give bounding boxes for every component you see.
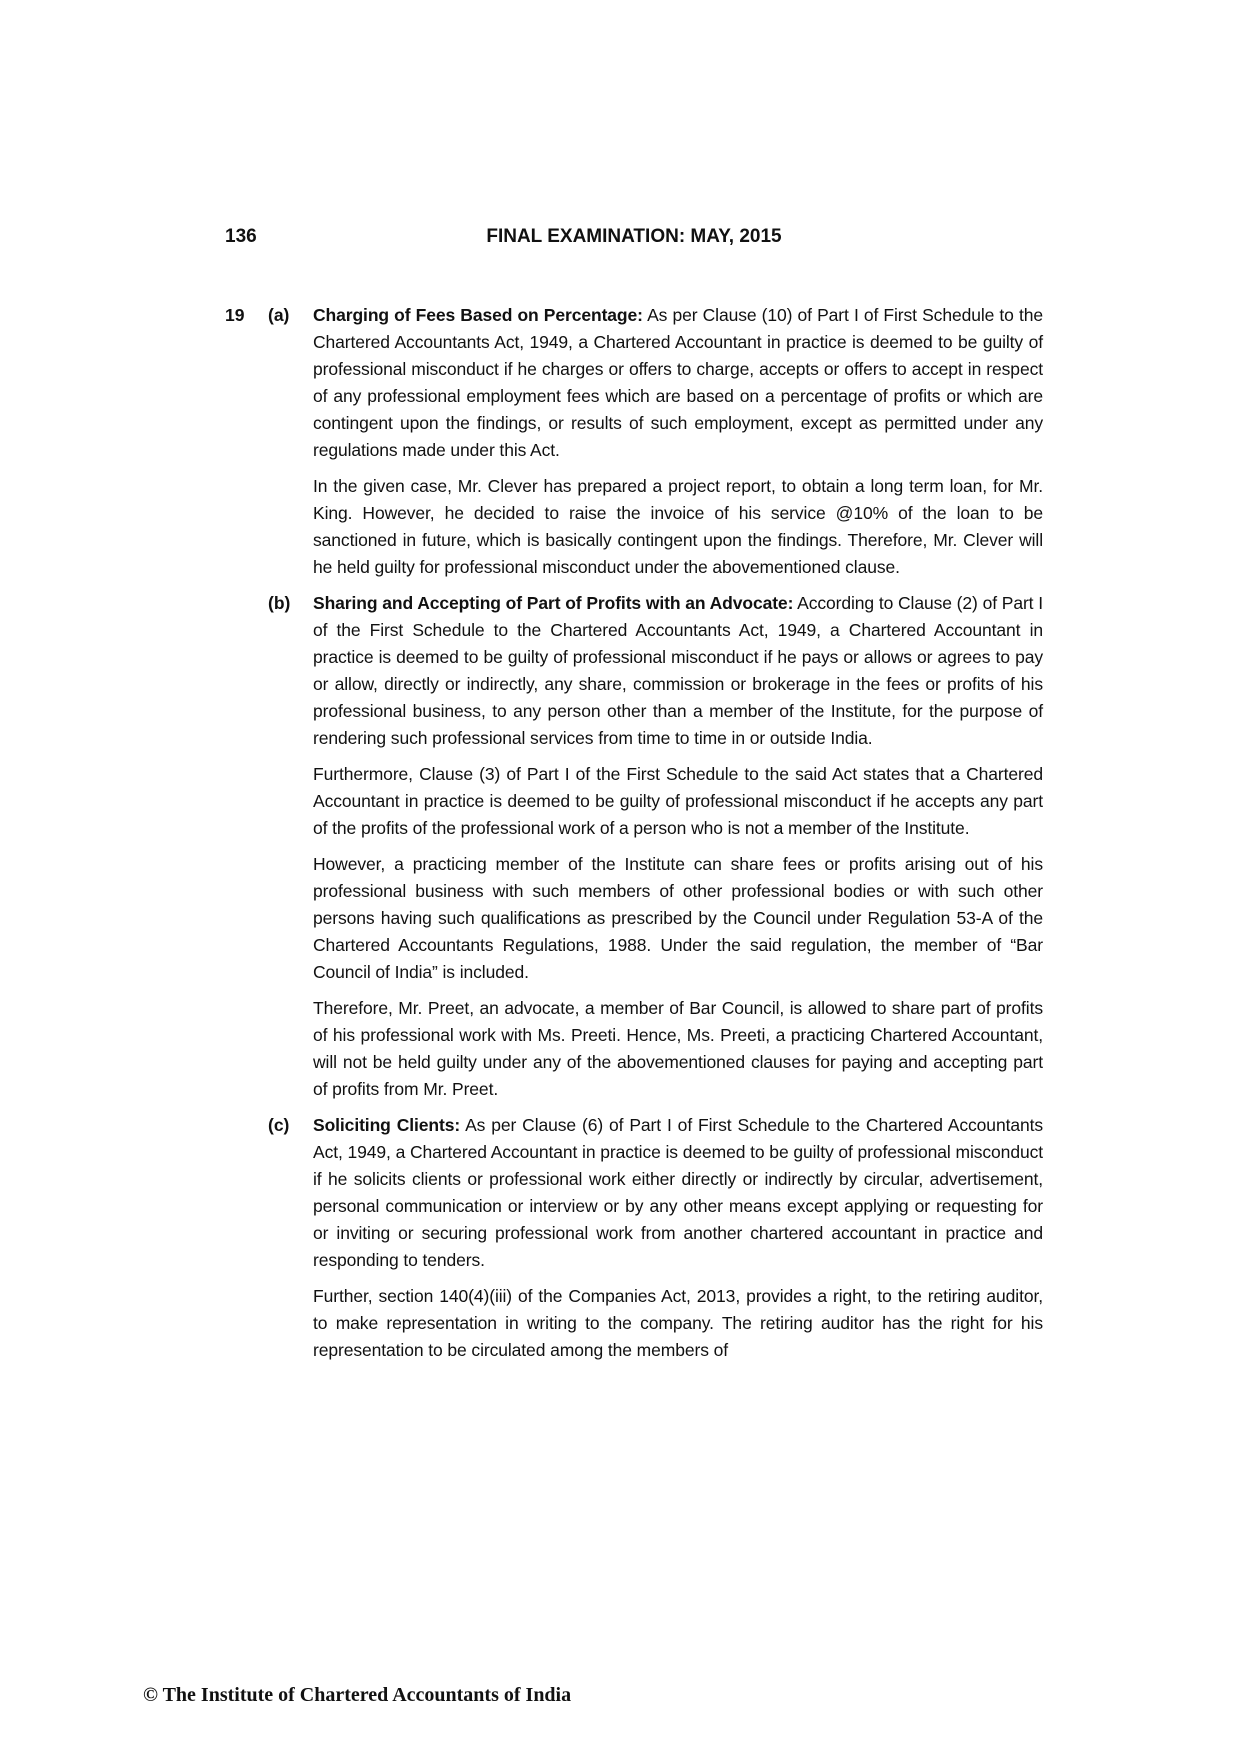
paragraph (313, 1283, 1043, 1364)
paragraph-text: According to Clause (2) of Part I of the First Schedule to the Chartered Accountants Act, 1949, a Chartered Accountant in practice is deemed to be guilty of professional misconduct if he pays or allows or agrees to pay or allow, directly or indirectly, any share, commission or brokerage in the fees or profits of his professional business, to any person other than a member of the Institute, for the purpose of rendering such professional services from time to time in or outside India. (313, 593, 1044, 748)
page-number: 136 (225, 226, 257, 247)
paragraph-text: Furthermore, Clause (3) of Part I of the First Schedule to the said Act states that a Chartered Accountant in practice is deemed to be guilty of professional misconduct if he accepts any part of the profits of the professional work of a person who is not a member of the Institute. (313, 764, 1043, 838)
part-label-a: (a) (268, 305, 290, 325)
paragraph (313, 1112, 1043, 1274)
paragraph (313, 302, 1043, 464)
answer-part-a (225, 302, 1043, 581)
header-title: FINAL EXAMINATION: MAY, 2015 (486, 226, 782, 247)
answer-part-c (225, 1112, 1043, 1364)
paragraph-lead: Charging of Fees Based on Percentage: (313, 305, 643, 325)
part-body-a (313, 302, 1043, 581)
question-number: 19 (225, 305, 245, 325)
part-body-b (313, 590, 1043, 1103)
paragraph-lead: Sharing and Accepting of Part of Profits with an Advocate: (313, 593, 794, 613)
answer-part-b (225, 590, 1043, 1103)
paragraph-text: As per Clause (6) of Part I of First Schedule to the Chartered Accountants Act, 1949, a Chartered Accountant in practice is deemed to be guilty of professional misconduct if he solicits clients or professional work either directly or indirectly by circular, advertisement, personal communication or interview or by any other means except applying or requesting for or inviting or securing professional work from another chartered accountant in practice and responding to tenders. (313, 1115, 1044, 1270)
part-label-b: (b) (268, 593, 291, 613)
paragraph-text: However, a practicing member of the Institute can share fees or profits arising out of his professional business with such members of other professional bodies or with such other persons having such qualifications as prescribed by the Council under Regulation 53-A of the Chartered Accountants Regulations, 1988. Under the said regulation, the member of “Bar Council of India” is included. (313, 854, 1043, 982)
page-header (225, 226, 1043, 250)
paragraph-text: In the given case, Mr. Clever has prepared a project report, to obtain a long term loan, for Mr. King. However, he decided to raise the invoice of his service @10% of the loan to be sanctioned in future, which is basically contingent upon the findings. Therefore, Mr. Clever will he held guilty for professional misconduct under the abovementioned clause. (313, 476, 1043, 577)
part-body-c (313, 1112, 1043, 1364)
paragraph (313, 995, 1043, 1103)
paragraph-text: Further, section 140(4)(iii) of the Companies Act, 2013, provides a right, to the retiring auditor, to make representation in writing to the company. The retiring auditor has the right for his representation to be circulated among the members of (313, 1286, 1043, 1360)
answer-content (225, 302, 1043, 1373)
part-label-c: (c) (268, 1115, 290, 1135)
paragraph (313, 761, 1043, 842)
paragraph (313, 851, 1043, 986)
paragraph-text: Therefore, Mr. Preet, an advocate, a member of Bar Council, is allowed to share part of profits of his professional work with Ms. Preeti. Hence, Ms. Preeti, a practicing Chartered Accountant, will not be held guilty under any of the abovementioned clauses for paying and accepting part of profits from Mr. Preet. (313, 998, 1043, 1099)
paragraph (313, 473, 1043, 581)
copyright-footer: © The Institute of Chartered Accountants of India (143, 1684, 572, 1706)
paragraph-lead: Soliciting Clients: (313, 1115, 461, 1135)
paragraph-text: As per Clause (10) of Part I of First Schedule to the Chartered Accountants Act, 1949, a Chartered Accountant in practice is deemed to be guilty of professional misconduct if he charges or offers to charge, accepts or offers to accept in respect of any professional employment fees which are based on a percentage of profits or which are contingent upon the findings, or results of such employment, except as permitted under any regulations made under this Act. (313, 305, 1044, 460)
paragraph (313, 590, 1043, 752)
